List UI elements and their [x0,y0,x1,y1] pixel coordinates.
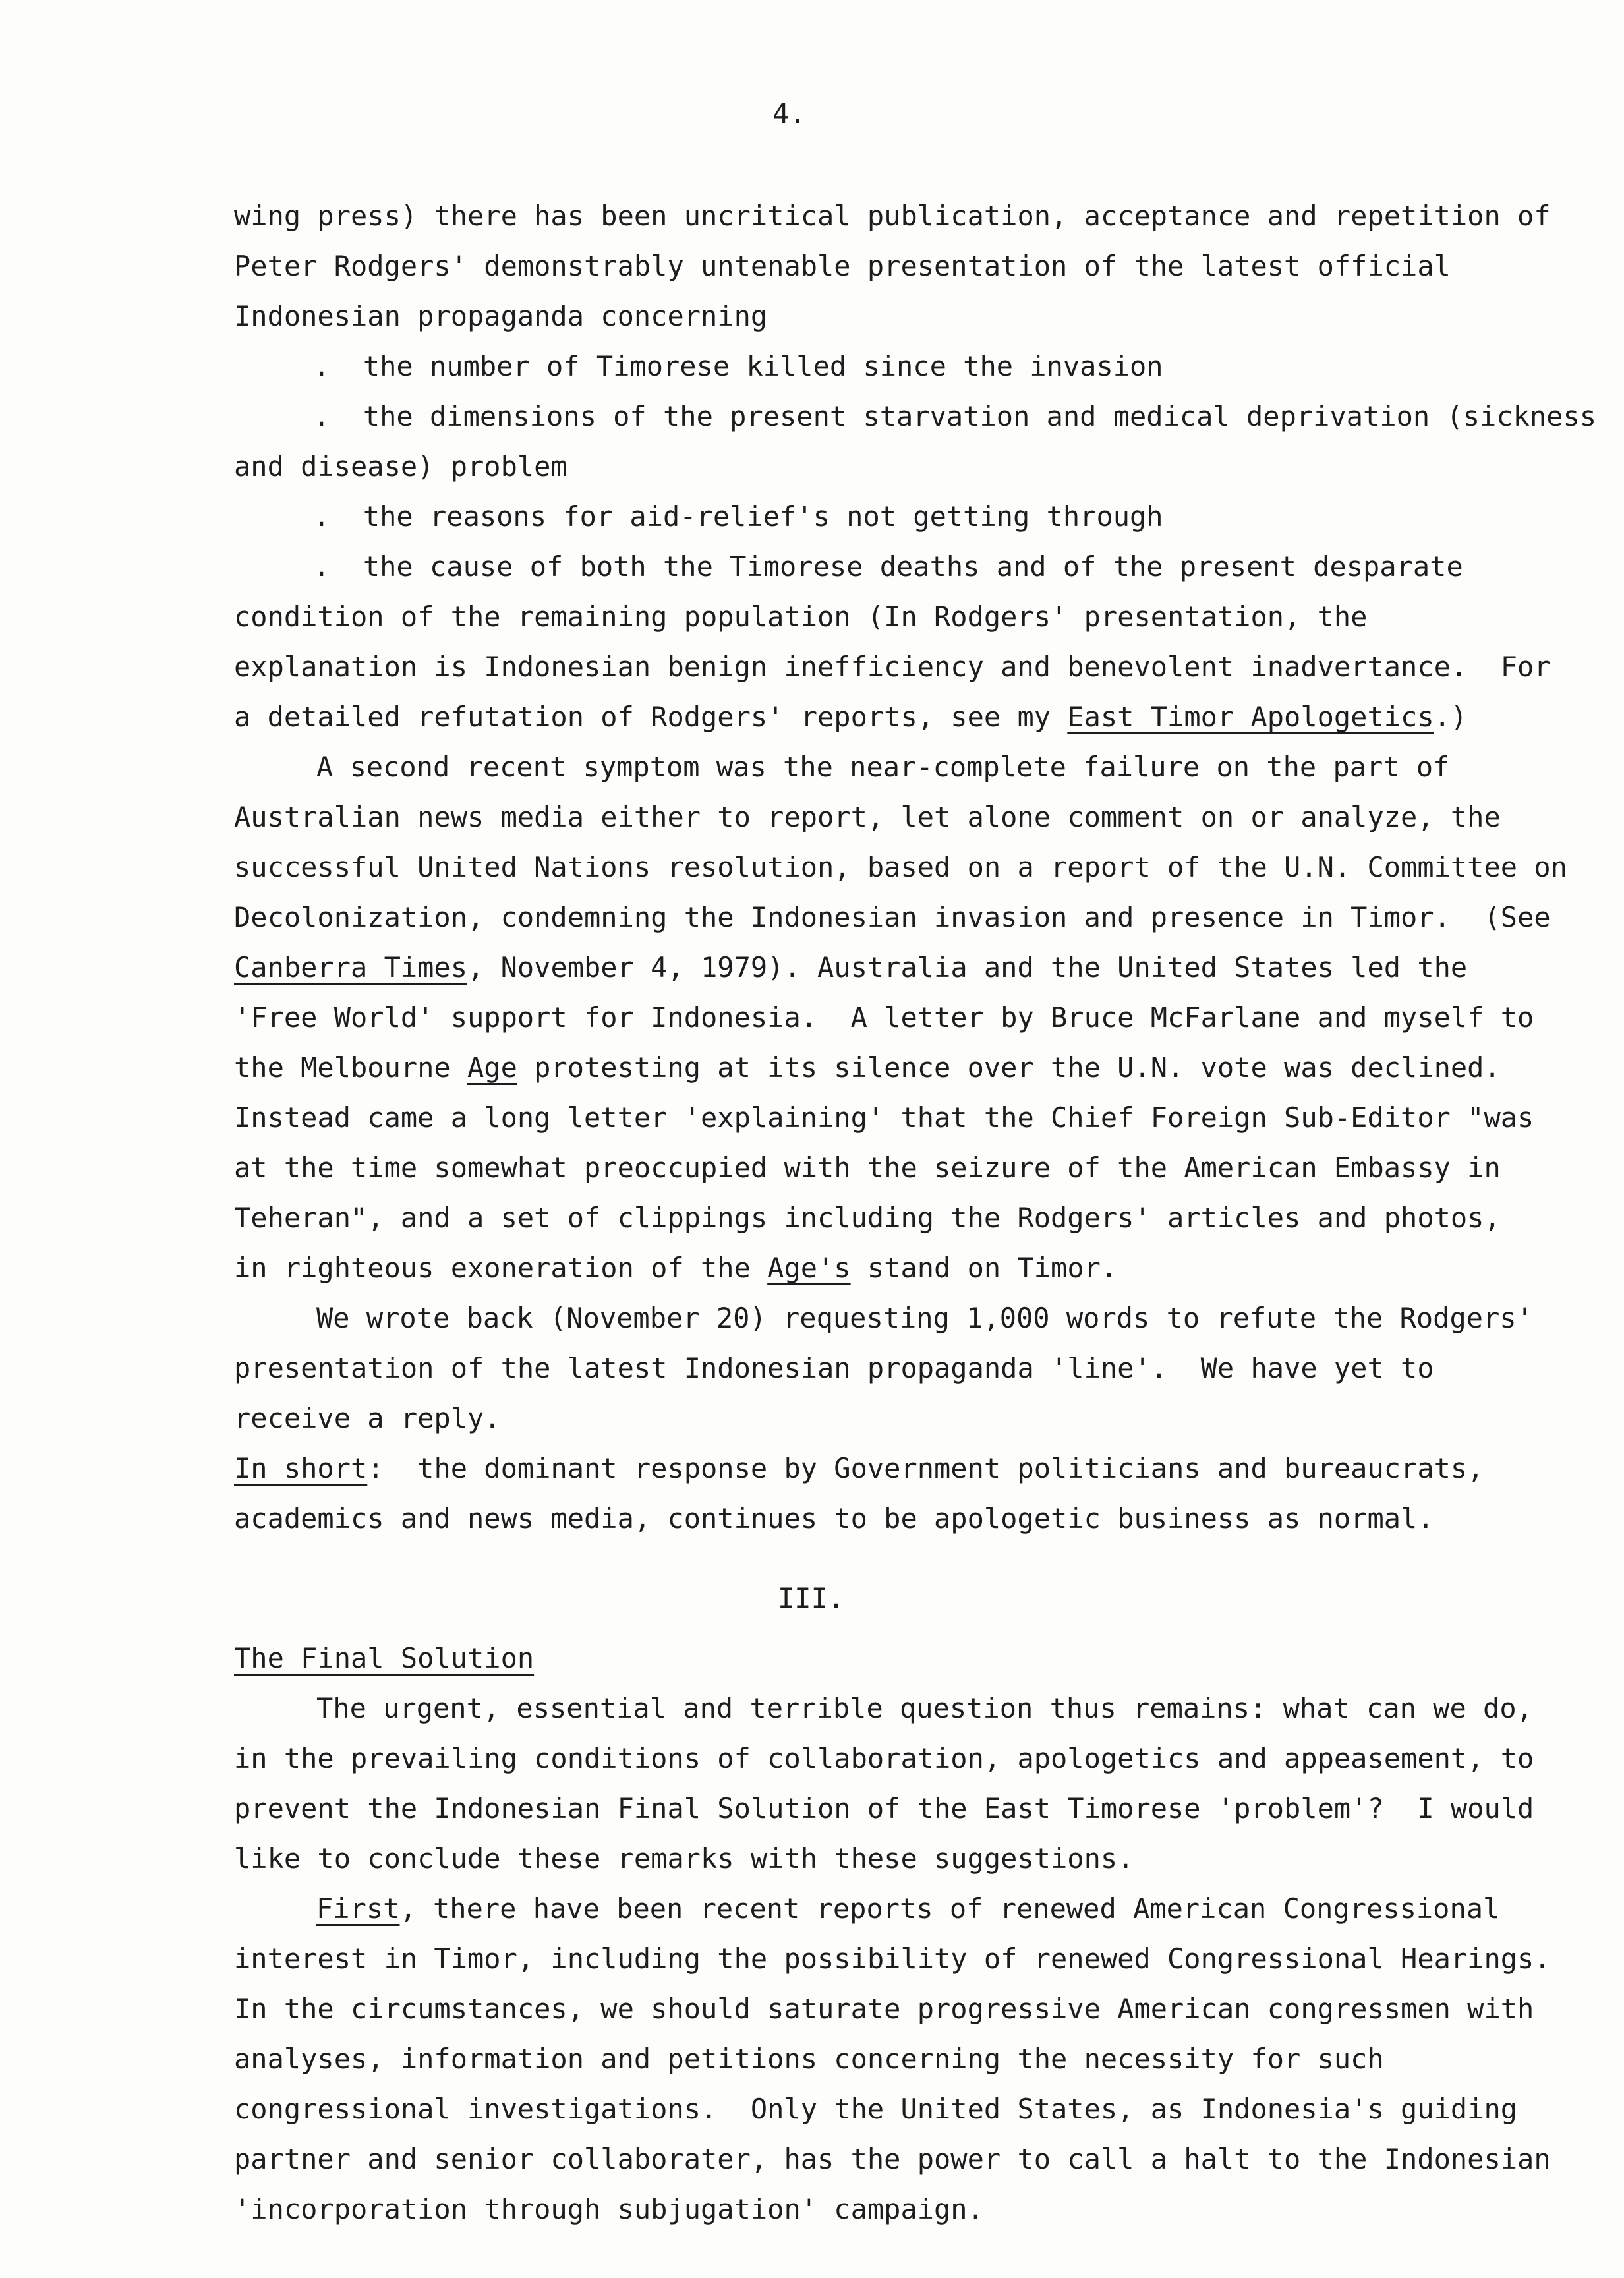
page-number: 4. [772,98,806,130]
opening-paragraph [234,191,1597,742]
text-line: wing press) there has been uncritical publication, acceptance and repetition of [234,200,1551,232]
underlined-title: Age's [767,1252,851,1284]
text-line: Decolonization, condemning the Indonesian invasion and presence in Timor. (See [234,901,1551,933]
section-heading [234,1633,1592,1683]
text-line: condition of the remaining population (In Rodgers' presentation, the [234,600,1368,633]
text-line [234,943,1592,993]
third-paragraph [234,1293,1592,1544]
text-line: like to conclude these remarks with these suggestions. [234,1842,1134,1875]
text-span: protesting at its silence over the U.N. vote was declined. [517,1051,1501,1084]
bullet-item: . the dimensions of the present starvation and medical deprivation (sickness [313,400,1597,432]
underlined-title: Canberra Times [234,951,468,983]
text-span: a detailed refutation of Rodgers' reports, see my [234,701,1068,733]
text-span: in righteous exoneration of the [234,1252,768,1284]
underlined-title: East Timor Apologetics [1067,701,1434,733]
text-span: , there have been recent reports of renewed American Congressional [399,1892,1500,1925]
text-line: We wrote back (November 20) requesting 1,000 words to refute the Rodgers' [316,1302,1533,1334]
text-line: explanation is Indonesian benign inefficiency and benevolent inadvertance. For [234,651,1551,683]
section-number: III. [778,1582,845,1614]
text-span: stand on Timor. [850,1252,1118,1284]
text-line: partner and senior collaborater, has the power to call a halt to the Indonesian [234,2143,1551,2175]
text-line: receive a reply. [234,1402,501,1434]
text-line: interest in Timor, including the possibility of renewed Congressional Hearings. [234,1942,1551,1975]
text-line: The urgent, essential and terrible question thus remains: what can we do, [316,1692,1533,1724]
text-line [234,1043,1592,1093]
text-line [234,1884,1592,1934]
text-span: .) [1434,701,1468,733]
text-line: 'Free World' support for Indonesia. A letter by Bruce McFarlane and myself to [234,1001,1534,1034]
text-line: at the time somewhat preoccupied with the seizure of the American Embassy in [234,1152,1501,1184]
bullet-item: . the cause of both the Timorese deaths and of the present desparate [313,550,1463,583]
underlined-label: In short [234,1452,368,1484]
text-line: A second recent symptom was the near-complete failure on the part of [316,751,1450,783]
section-heading-text: The Final Solution [234,1642,535,1674]
text-span: , November 4, 1979). Australia and the United States led the [467,951,1468,983]
text-line [234,1243,1592,1293]
text-span: the Melbourne [234,1051,468,1084]
text-line: Instead came a long letter 'explaining' that the Chief Foreign Sub-Editor "was [234,1101,1534,1134]
text-line [234,1444,1592,1494]
underlined-label: First [316,1892,400,1925]
text-line [234,692,1592,742]
second-paragraph [234,742,1592,1293]
text-line: congressional investigations. Only the United States, as Indonesia's guiding [234,2093,1518,2125]
underlined-title: Age [467,1051,517,1084]
text-line: Teheran", and a set of clippings including the Rodgers' articles and photos, [234,1202,1501,1234]
text-line: 'incorporation through subjugation' campaign. [234,2193,984,2225]
text-line: Indonesian propaganda concerning [234,300,768,332]
text-line: successful United Nations resolution, based on a report of the U.N. Committee on [234,851,1567,883]
bullet-item: . the reasons for aid-relief's not getting through [313,500,1163,533]
text-span: : the dominant response by Government politicians and bureaucrats, [367,1452,1484,1484]
bullet-item: . the number of Timorese killed since the invasion [313,350,1163,382]
text-line: Peter Rodgers' demonstrably untenable presentation of the latest official [234,250,1451,282]
section-body [234,1633,1592,2234]
text-line: presentation of the latest Indonesian propaganda 'line'. We have yet to [234,1352,1434,1384]
text-line: analyses, information and petitions concerning the necessity for such [234,2043,1384,2075]
text-line: in the prevailing conditions of collaboration, apologetics and appeasement, to [234,1742,1534,1774]
text-line: prevent the Indonesian Final Solution of the East Timorese 'problem'? I would [234,1792,1534,1825]
text-line: Australian news media either to report, let alone comment on or analyze, the [234,801,1501,833]
text-line: and disease) problem [234,450,567,482]
text-line: In the circumstances, we should saturate progressive American congressmen with [234,1993,1534,2025]
text-line: academics and news media, continues to be apologetic business as normal. [234,1502,1434,1534]
